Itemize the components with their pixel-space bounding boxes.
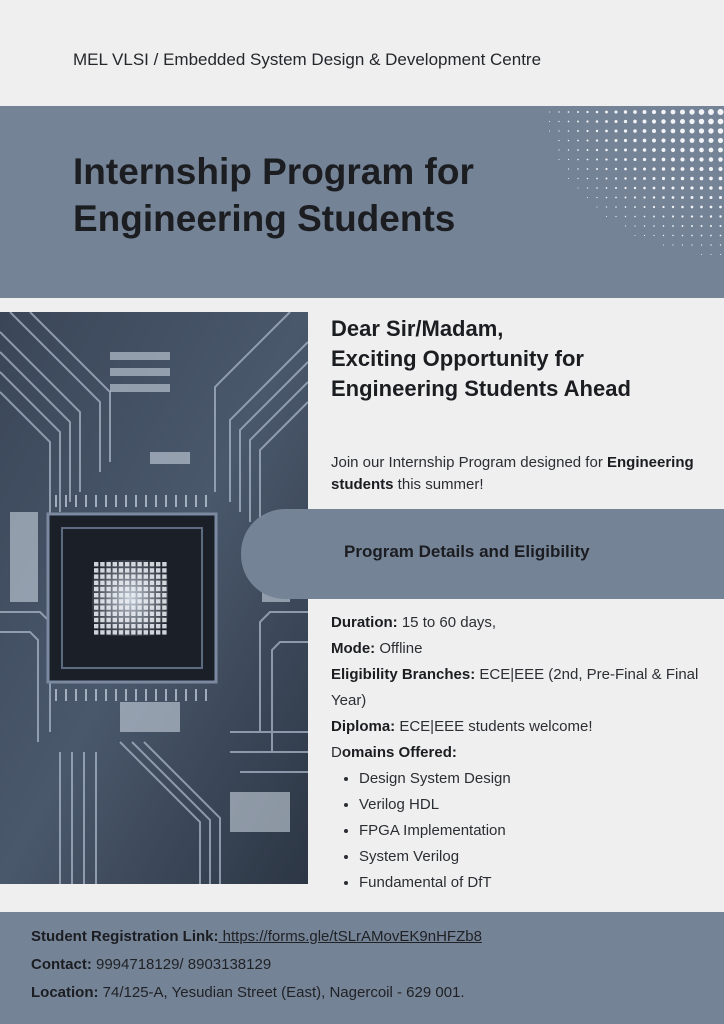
domain-item: • Verilog HDL: [359, 792, 711, 818]
domains-label-rest: omains Offered:: [341, 744, 457, 761]
eligibility-value: ECE|EEE (2nd, Pre-Final & Final Year): [331, 666, 699, 709]
mode-label: Mode:: [331, 640, 376, 657]
location-row: [31, 984, 465, 1001]
duration-value: 15 to 60 days,: [397, 614, 497, 631]
chip-icon: [48, 495, 216, 701]
registration-link[interactable]: https://forms.gle/tSLrAMovEK9nHFZb8: [218, 928, 482, 945]
eligibility-label: Eligibility Branches:: [331, 666, 476, 683]
mode-value: Offline: [375, 640, 423, 657]
diploma-label: Diploma:: [331, 718, 396, 735]
intro-text-before: Join our Internship Program designed for: [331, 454, 607, 471]
organization-name: MEL VLSI / Embedded System Design & Development Centre: [73, 50, 542, 69]
duration-row: [331, 610, 711, 636]
circuit-board-image: [0, 312, 308, 884]
program-details: [331, 610, 711, 896]
domain-item: • System Verilog: [359, 844, 711, 870]
location-value: 74/125-A, Yesudian Street (East), Nagercoil - 629 001.: [98, 984, 465, 1001]
domain-item: • FPGA Implementation: [359, 818, 711, 844]
page-title: Internship Program for Engineering Students: [73, 151, 474, 239]
registration-label: Student Registration Link:: [31, 928, 219, 945]
intro-text-bold: Engineering students: [331, 454, 694, 493]
diploma-value: ECE|EEE students welcome!: [395, 718, 593, 735]
program-details-title: Program Details and Eligibility: [344, 542, 590, 561]
location-label: Location:: [31, 984, 99, 1001]
title-banner: [0, 106, 724, 298]
domains-label-first: D: [331, 744, 342, 761]
domains-list: [331, 766, 711, 896]
headline: Exciting Opportunity for Engineering Students Ahead: [331, 346, 631, 401]
diploma-row: [331, 714, 711, 740]
greeting-headline: [331, 314, 701, 404]
contact-label: Contact:: [31, 956, 92, 973]
duration-label: Duration:: [331, 614, 398, 631]
mode-row: [331, 636, 711, 662]
intro-text: [331, 452, 701, 496]
domains-heading: [331, 740, 711, 766]
domain-item: • Fundamental of DfT: [359, 870, 711, 896]
domain-item: • Design System Design: [359, 766, 711, 792]
program-details-banner: [241, 509, 724, 599]
contact-row: [31, 956, 271, 973]
contact-footer: [0, 912, 724, 1024]
registration-row: [31, 928, 482, 945]
contact-value: 9994718129/ 8903138129: [91, 956, 272, 973]
eligibility-row: [331, 662, 711, 714]
greeting: Dear Sir/Madam,: [331, 316, 504, 341]
intro-text-after: this summer!: [393, 476, 484, 493]
